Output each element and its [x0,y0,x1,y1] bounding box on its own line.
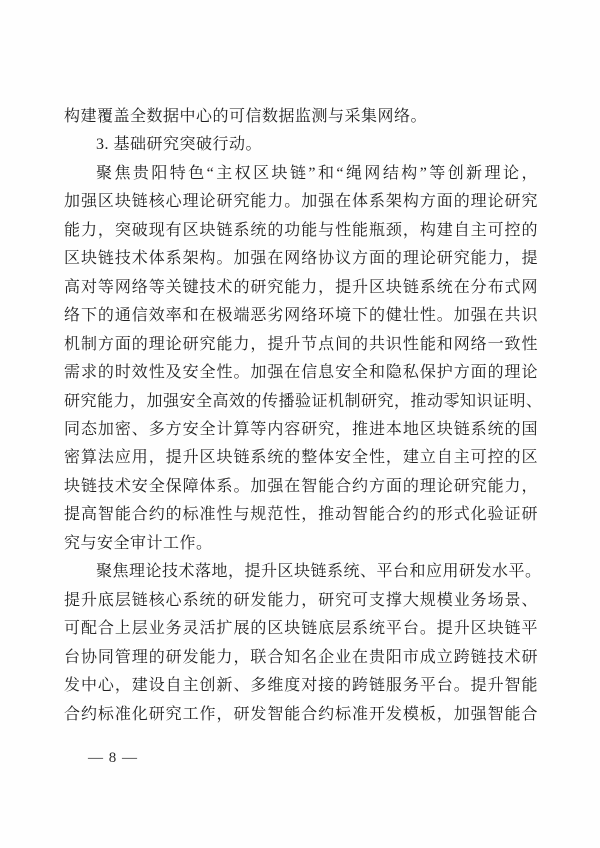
text-line: 需求的时效性及安全性。加强在信息安全和隐私保护方面的理论 [64,364,538,382]
text-line: 络下的通信效率和在极端恶劣网络环境下的健壮性。加强在共识 [64,307,538,325]
text-line: 发中心，建设自主创新、多维度对接的跨链服务平台。提升智能 [64,677,538,695]
paragraph [64,131,538,159]
text-line: 合约标准化研究工作，研发智能合约标准开发模板，加强智能合 [64,705,538,723]
text-line: 聚焦贵阳特色“主权区块链”和“绳网结构”等创新理论， [96,164,538,182]
paragraph [64,160,543,558]
text-line: 机制方面的理论研究能力，提升节点间的共识性能和网络一致性 [64,335,538,353]
paragraph [64,103,538,131]
text-line: 高对等网络等关键技术的研究能力，提升区块链系统在分布式网 [64,278,538,296]
text-line: 3. 基础研究突破行动。 [96,136,263,154]
text-line: 可配合上层业务灵活扩展的区块链底层系统平台。提升区块链平 [64,620,538,638]
text-line: 聚焦理论技术落地，提升区块链系统、平台和应用研发水平。 [96,563,542,581]
paragraph [64,558,542,729]
text-line: 台协同管理的研发能力，联合知名企业在贵阳市成立跨链技术研 [64,648,538,666]
text-line: 能力，突破现有区块链系统的功能与性能瓶颈，构建自主可控的 [64,221,538,239]
text-line: 构建覆盖全数据中心的可信数据监测与采集网络。 [64,108,428,125]
page-number: — 8 — [88,750,138,766]
text-line: 提升底层链核心系统的研发能力，研究可支撑大规模业务场景、 [64,591,538,609]
text-line: 区块链技术体系架构。加强在网络协议方面的理论研究能力，提 [64,250,538,268]
text-line: 究与安全审计工作。 [64,534,213,552]
text-line: 块链技术安全保障体系。加强在智能合约方面的理论研究能力， [64,477,538,495]
document-body [64,103,543,729]
text-line: 密算法应用，提升区块链系统的整体安全性，建立自主可控的区 [64,449,538,467]
text-line: 加强区块链核心理论研究能力。加强在体系架构方面的理论研究 [64,193,538,211]
text-line: 研究能力，加强安全高效的传播验证机制研究，推动零知识证明、 [64,392,543,410]
text-line: 同态加密、多方安全计算等内容研究，推进本地区块链系统的国 [64,420,538,438]
text-line: 提高智能合约的标准性与规范性，推动智能合约的形式化验证研 [64,506,538,524]
